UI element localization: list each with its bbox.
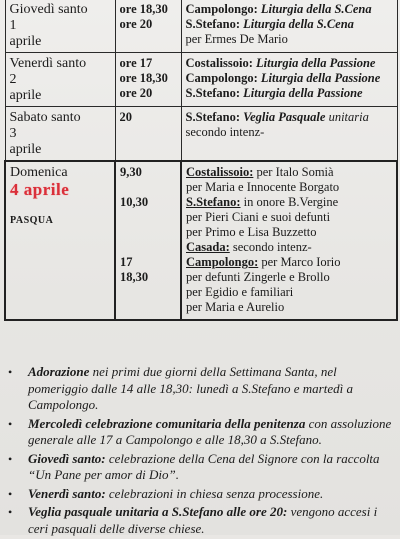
description-line xyxy=(186,225,392,240)
schedule-row xyxy=(5,107,397,162)
day-label: 2 xyxy=(9,72,17,87)
day-label: aprile xyxy=(9,34,42,49)
day-label: aprile xyxy=(9,88,42,103)
description-line xyxy=(186,270,392,285)
day-label: Sabato santo xyxy=(9,110,81,125)
text-run: Costalissoio: xyxy=(186,165,254,179)
note-item xyxy=(4,504,396,537)
description-line xyxy=(186,110,393,125)
description-line xyxy=(186,17,393,32)
description-line xyxy=(186,180,392,195)
note-item xyxy=(4,416,396,449)
text-run: secondo intenz- xyxy=(229,240,312,254)
description-line xyxy=(186,86,393,101)
text-run: Liturgia della Passione xyxy=(260,71,381,85)
text-run: Costalissoio: xyxy=(185,56,256,70)
text-run: celebrazioni in chiesa senza processione. xyxy=(105,485,324,501)
text-run: per Italo Somià xyxy=(253,165,334,179)
text-run: S.Stefano: xyxy=(185,17,244,31)
bullet-icon: • xyxy=(8,486,13,501)
text-run: S.Stefano: xyxy=(185,110,244,124)
description-cell xyxy=(181,0,397,53)
schedule-row-easter xyxy=(5,161,397,320)
time-label: ore 20 xyxy=(119,86,153,100)
text-run: in onore B.Vergine xyxy=(240,195,339,209)
text-run: S.Stefano: xyxy=(185,86,244,100)
text-run: con assoluzione generale alle 17 a Campolongo e alle 18,30 a S.Stefano. xyxy=(28,415,392,447)
description-line xyxy=(186,125,393,140)
day-label: Venerdì santo xyxy=(9,56,87,71)
text-run: unitaria xyxy=(328,110,369,124)
text-run: per Maria e Innocente Borgato xyxy=(186,180,340,194)
time-label xyxy=(120,210,176,225)
text-run: S.Stefano: xyxy=(186,195,241,209)
description-line xyxy=(186,255,392,270)
text-run: Liturgia della Passione xyxy=(256,56,376,70)
bullet-icon: • xyxy=(8,416,13,431)
time-label: ore 18,30 xyxy=(119,2,168,16)
date-stamp: 4 aprile xyxy=(10,180,70,199)
text-run: Campolongo: xyxy=(185,2,261,16)
text-run: Liturgia della S.Cena xyxy=(243,17,354,31)
text-run: per Pieri Ciani e suoi defunti xyxy=(186,210,331,224)
description-line xyxy=(186,32,393,47)
time-label: ore 18,30 xyxy=(119,71,168,85)
text-run: secondo intenz- xyxy=(185,125,265,139)
description-cell xyxy=(181,107,397,162)
bullet-icon: • xyxy=(8,451,13,466)
text-run: per defunti Zingerle e Brollo xyxy=(186,270,330,284)
text-run: Veglia Pasquale xyxy=(243,110,329,124)
day-cell xyxy=(5,53,115,107)
time-label: 9,30 xyxy=(120,165,142,179)
description-line xyxy=(186,285,392,300)
schedule-row xyxy=(5,53,397,107)
text-run: per Egidio e familiari xyxy=(186,285,294,299)
time-label: ore 17 xyxy=(119,56,153,70)
text-run: Campolongo: xyxy=(185,71,261,85)
day-label: Giovedì santo xyxy=(9,2,88,17)
text-run: Veglia pasquale unitaria a S.Stefano alle ore 20: xyxy=(28,504,288,519)
time-cell xyxy=(115,161,181,320)
text-run: nei primi due giorni della Settimana Santa, nel pomeriggio dalle 14 alle 18,30: lunedì a S.Stefano e martedì a Campolongo. xyxy=(28,364,353,412)
day-cell xyxy=(5,107,115,162)
bullet-icon: • xyxy=(8,505,13,519)
description-line xyxy=(186,56,393,71)
time-label: 10,30 xyxy=(120,195,149,209)
note-item xyxy=(4,451,396,484)
text-run: vengono accesi i ceri pasquali delle diverse chiese. xyxy=(28,504,378,536)
text-run: per Primo e Lisa Buzzetto xyxy=(186,225,317,239)
time-label xyxy=(120,240,176,255)
day-label: 1 xyxy=(9,18,17,33)
text-run: Giovedì santo: xyxy=(28,450,106,466)
time-label: ore 20 xyxy=(119,17,153,31)
text-run: celebrazione della Cena del Signore con la raccolta “Un Pane per amor di Dio”. xyxy=(28,450,380,482)
bullet-icon: • xyxy=(8,365,13,379)
text-run: Casada: xyxy=(186,240,230,254)
day-cell xyxy=(5,161,115,320)
text-run: per Maria e Aurelio xyxy=(186,300,285,314)
time-cell xyxy=(115,107,181,162)
day-label: 3 xyxy=(9,126,17,141)
text-run: per Ermes De Mario xyxy=(185,32,288,46)
time-label xyxy=(120,225,176,240)
schedule-row xyxy=(5,0,397,53)
schedule-body xyxy=(5,0,397,320)
description-line xyxy=(186,300,392,315)
day-label: Domenica xyxy=(10,165,68,180)
day-label: aprile xyxy=(9,142,42,157)
time-label: 18,30 xyxy=(120,270,149,284)
time-label: 17 xyxy=(120,255,133,269)
day-cell xyxy=(5,0,115,53)
time-cell xyxy=(115,0,181,53)
text-run: per Marco Iorio xyxy=(258,255,341,269)
text-run: Campolongo: xyxy=(186,255,259,269)
note-item xyxy=(4,486,396,503)
note-text xyxy=(28,486,323,501)
easter-label: PASQUA xyxy=(10,215,54,226)
description-line xyxy=(186,165,392,180)
description-cell xyxy=(181,161,397,320)
description-line xyxy=(186,240,392,255)
text-run: Mercoledì celebrazione comunitaria della penitenza xyxy=(28,415,306,431)
description-line xyxy=(186,2,393,17)
description-line xyxy=(186,71,393,86)
description-line xyxy=(186,195,392,210)
text-run: Venerdì santo: xyxy=(28,485,106,501)
text-run: Liturgia della S.Cena xyxy=(260,2,372,16)
note-text xyxy=(28,504,377,536)
mass-schedule-table xyxy=(4,0,398,321)
note-text xyxy=(28,364,353,412)
note-text xyxy=(28,416,391,448)
text-run: Liturgia della Passione xyxy=(243,86,363,100)
note-item xyxy=(4,364,396,414)
note-text xyxy=(28,451,380,483)
description-line xyxy=(186,210,392,225)
description-cell xyxy=(181,53,397,107)
notes-list xyxy=(4,364,396,539)
text-run: Adorazione xyxy=(28,364,90,379)
time-cell xyxy=(115,53,181,107)
time-label: 20 xyxy=(119,110,132,124)
